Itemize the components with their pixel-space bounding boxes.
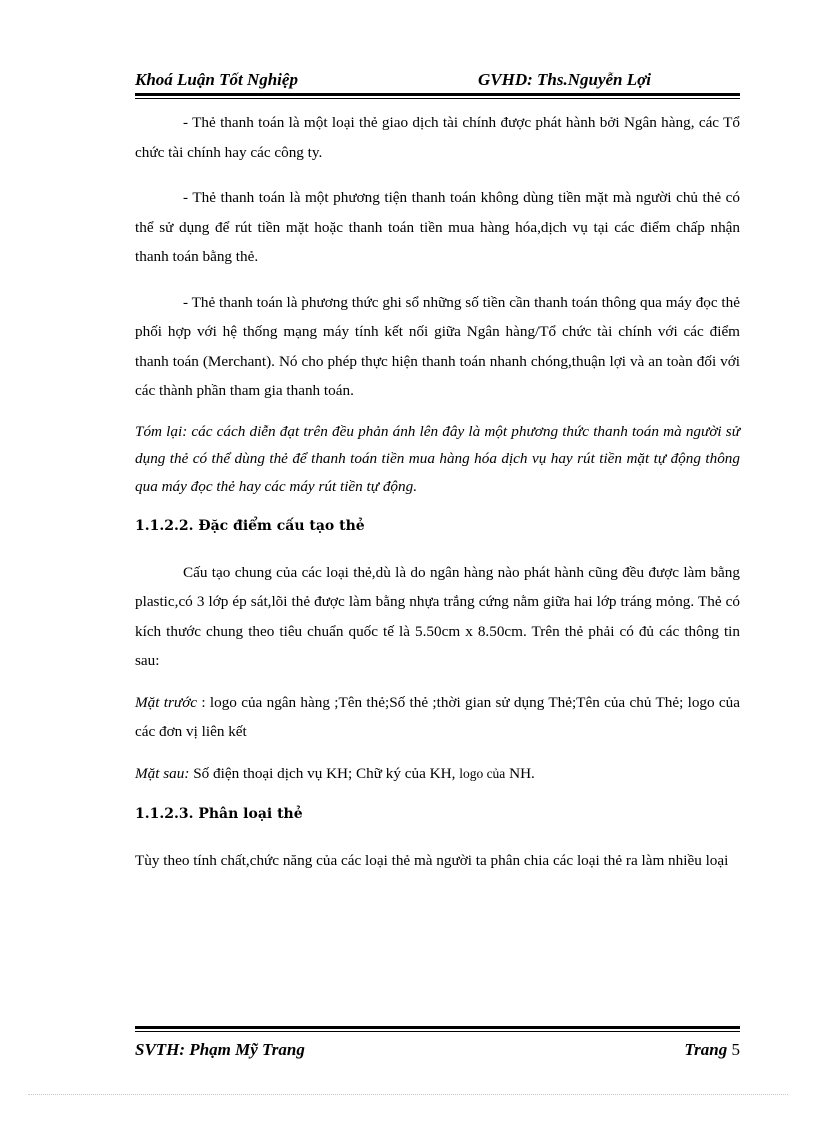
section-heading-1: 1.1.2.2. Đặc điểm cấu tạo thẻ	[135, 518, 365, 534]
back-side-text-c: NH.	[505, 764, 535, 782]
paragraph-3: - Thẻ thanh toán là phương thức ghi sổ những số tiền cần thanh toán thông qua máy đọc thẻ phối hợp với hệ thống mạng máy tính kết nối giữa Ngân hàng/Tổ chức tài chính với các điểm thanh toán (Merchant). Nó cho phép thực hiện thanh toán nhanh chóng,thuận lợi và an toàn đối với các thành phần tham gia thanh toán.	[135, 293, 740, 399]
front-side-label: Mặt trước	[135, 693, 198, 711]
footer-page-number: 5	[731, 1040, 740, 1059]
footer-rule-thick	[135, 1026, 740, 1029]
header-rule-thin	[135, 98, 740, 99]
footer-page	[684, 1040, 740, 1060]
page-bottom-divider	[28, 1094, 788, 1095]
front-side-text: : logo của ngân hàng ;Tên thẻ;Số thẻ ;thời gian sử dụng Thẻ;Tên của chủ Thẻ; logo của các đơn vị liên kết	[135, 693, 740, 740]
header-right-title: GVHD: Ths.Nguyễn Lợi	[478, 70, 651, 89]
back-side-paragraph	[135, 759, 740, 789]
paragraph-5: Tùy theo tính chất,chức năng của các loại thẻ mà người ta phân chia các loại thẻ ra làm nhiều loại	[135, 851, 729, 869]
footer-rule-thin	[135, 1031, 740, 1032]
page-content	[135, 108, 740, 875]
section-heading-2: 1.1.2.3. Phân loại thẻ	[135, 806, 303, 822]
paragraph-1: - Thẻ thanh toán là một loại thẻ giao dịch tài chính được phát hành bởi Ngân hàng, các Tổ chức tài chính hay các công ty.	[135, 114, 740, 161]
paragraph-4: Cấu tạo chung của các loại thẻ,dù là do ngân hàng nào phát hành cũng đều được làm bằng plastic,có 3 lớp ép sát,lõi thẻ được làm bằng nhựa trắng cứng nằm giữa hai lớp tráng mỏng. Thẻ có kích thước chung theo tiêu chuẩn quốc tế là 5.50cm x 8.50cm. Trên thẻ phải có đủ các thông tin sau:	[135, 563, 740, 669]
summary-paragraph: Tóm lại: các cách diễn đạt trên đều phản ánh lên đây là một phương thức thanh toán mà người sử dụng thẻ có thể dùng thẻ để thanh toán tiền mua hàng hóa dịch vụ hay rút tiền mặt tự động thông qua máy đọc thẻ hay các máy rút tiền tự động.	[135, 422, 740, 495]
back-side-label: Mặt sau:	[135, 764, 190, 782]
header-rule-thick	[135, 93, 740, 96]
footer-page-label: Trang	[684, 1040, 728, 1059]
header-left-title: Khoá Luận Tốt Nghiệp	[135, 70, 298, 89]
back-side-text-b: logo của	[459, 765, 506, 781]
back-side-text-a: Số điện thoại dịch vụ KH; Chữ ký của KH,	[189, 764, 460, 782]
page-footer	[135, 1040, 740, 1066]
footer-author: SVTH: Phạm Mỹ Trang	[135, 1040, 305, 1059]
front-side-paragraph	[135, 688, 740, 747]
paragraph-2: - Thẻ thanh toán là một phương tiện thanh toán không dùng tiền mặt mà người chủ thẻ có thể sử dụng để rút tiền mặt hoặc thanh toán tiền mua hàng hóa,dịch vụ tại các điểm chấp nhận thanh toán bằng thẻ.	[135, 189, 740, 265]
